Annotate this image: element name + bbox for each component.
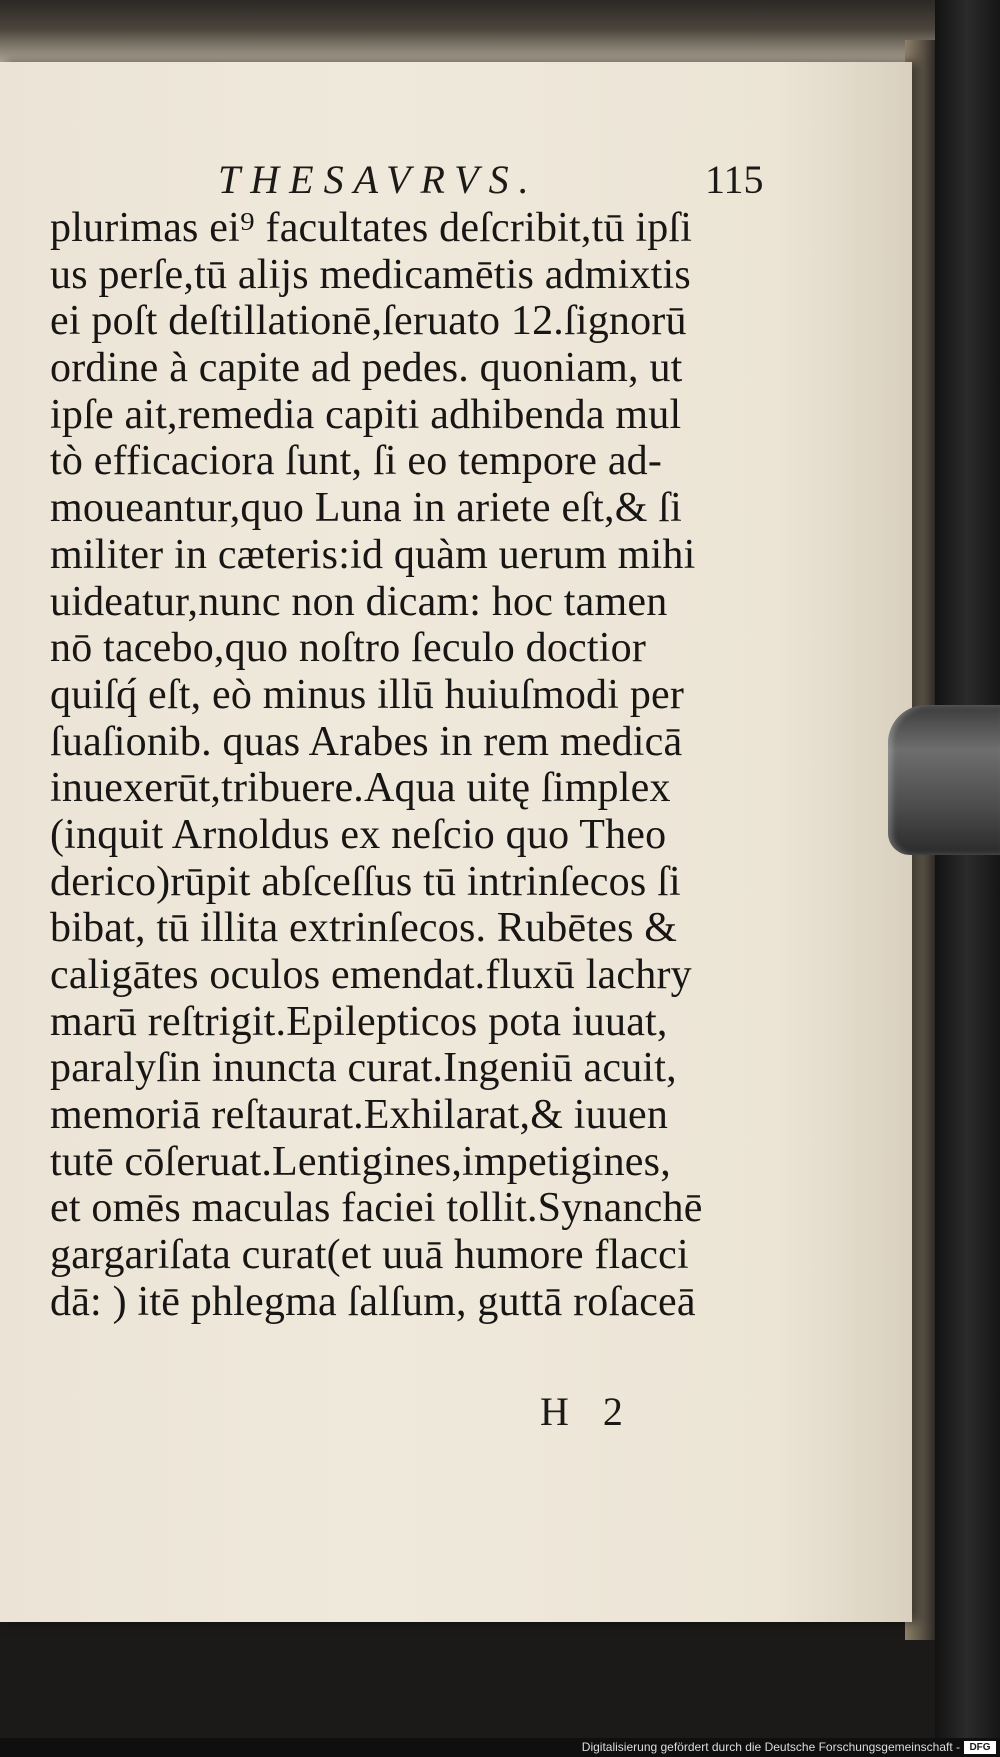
text-line: paralyſin inuncta curat.Ingeniū acuit, — [50, 1045, 677, 1092]
text-line: ipſe ait,remedia capiti adhibenda mul — [50, 391, 682, 438]
signature-mark — [540, 1388, 657, 1435]
signature-number: 2 — [602, 1389, 623, 1434]
text-line: dā: ) itē phlegma ſalſum, guttā roſaceā — [50, 1278, 696, 1325]
folio-number: 115 — [705, 157, 764, 202]
book-binding — [935, 0, 1000, 1757]
text-line: ordine à capite ad pedes. quoniam, ut — [50, 345, 683, 392]
signature-letter: H — [540, 1389, 569, 1434]
text-line: derico)rūpit abſceſſus tū intrinſecos ſi — [50, 858, 681, 905]
text-line: tò efficaciora ſunt, ſi eo tempore ad- — [50, 438, 663, 485]
running-title: THESAVRVS. — [218, 157, 539, 202]
text-line: plurimas ei⁹ facultates deſcribit,tū ipſi — [50, 205, 693, 251]
book-clasp — [888, 705, 1000, 855]
text-line: nō tacebo,quo noſtro ſeculo doctior — [50, 625, 647, 672]
text-line: inuexerūt,tribuere.Aqua uitę ſimplex — [50, 765, 671, 812]
text-line: tutē cōſeruat.Lentigines,impetigines, — [50, 1138, 671, 1185]
text-line: ſuaſionib. quas Arabes in rem medicā — [50, 718, 683, 765]
text-line: bibat, tū illita extrinſecos. Rubētes & — [50, 905, 678, 952]
page-header — [200, 150, 764, 210]
text-line: quiſq́ eſt, eò minus illū huiuſmodi per — [50, 671, 685, 718]
text-line: moueantur,quo Luna in ariete eſt,& ſi — [50, 485, 683, 532]
text-line: et omēs maculas faciei tollit.Synanchē — [50, 1185, 703, 1232]
body-text — [50, 205, 770, 1326]
text-line: memoriā reſtaurat.Exhilarat,& iuuen — [50, 1092, 669, 1139]
footer-credit: Digitalisierung gefördert durch die Deutsche Forschungsgemeinschaft - — [581, 1740, 960, 1754]
text-line: marū reſtrigit.Epilepticos pota iuuat, — [50, 998, 668, 1045]
footer-bar — [0, 1738, 1000, 1757]
text-line: caligātes oculos emendat.fluxū lachry — [50, 952, 692, 998]
text-line: (inquit Arnoldus ex neſcio quo Theo — [50, 811, 667, 858]
text-line: militer in cæteris:id quàm uerum mihi — [50, 531, 696, 578]
dfg-logo: DFG — [964, 1741, 996, 1754]
text-line: uideatur,nunc non dicam: hoc tamen — [50, 578, 668, 625]
text-line: us perſe,tū alijs medicamētis admixtis — [50, 251, 691, 298]
text-line: gargariſata curat(et uuā humore flacci — [50, 1232, 689, 1279]
text-line: ei poſt deſtillationē,ſeruato 12.ſignorū — [50, 298, 687, 345]
